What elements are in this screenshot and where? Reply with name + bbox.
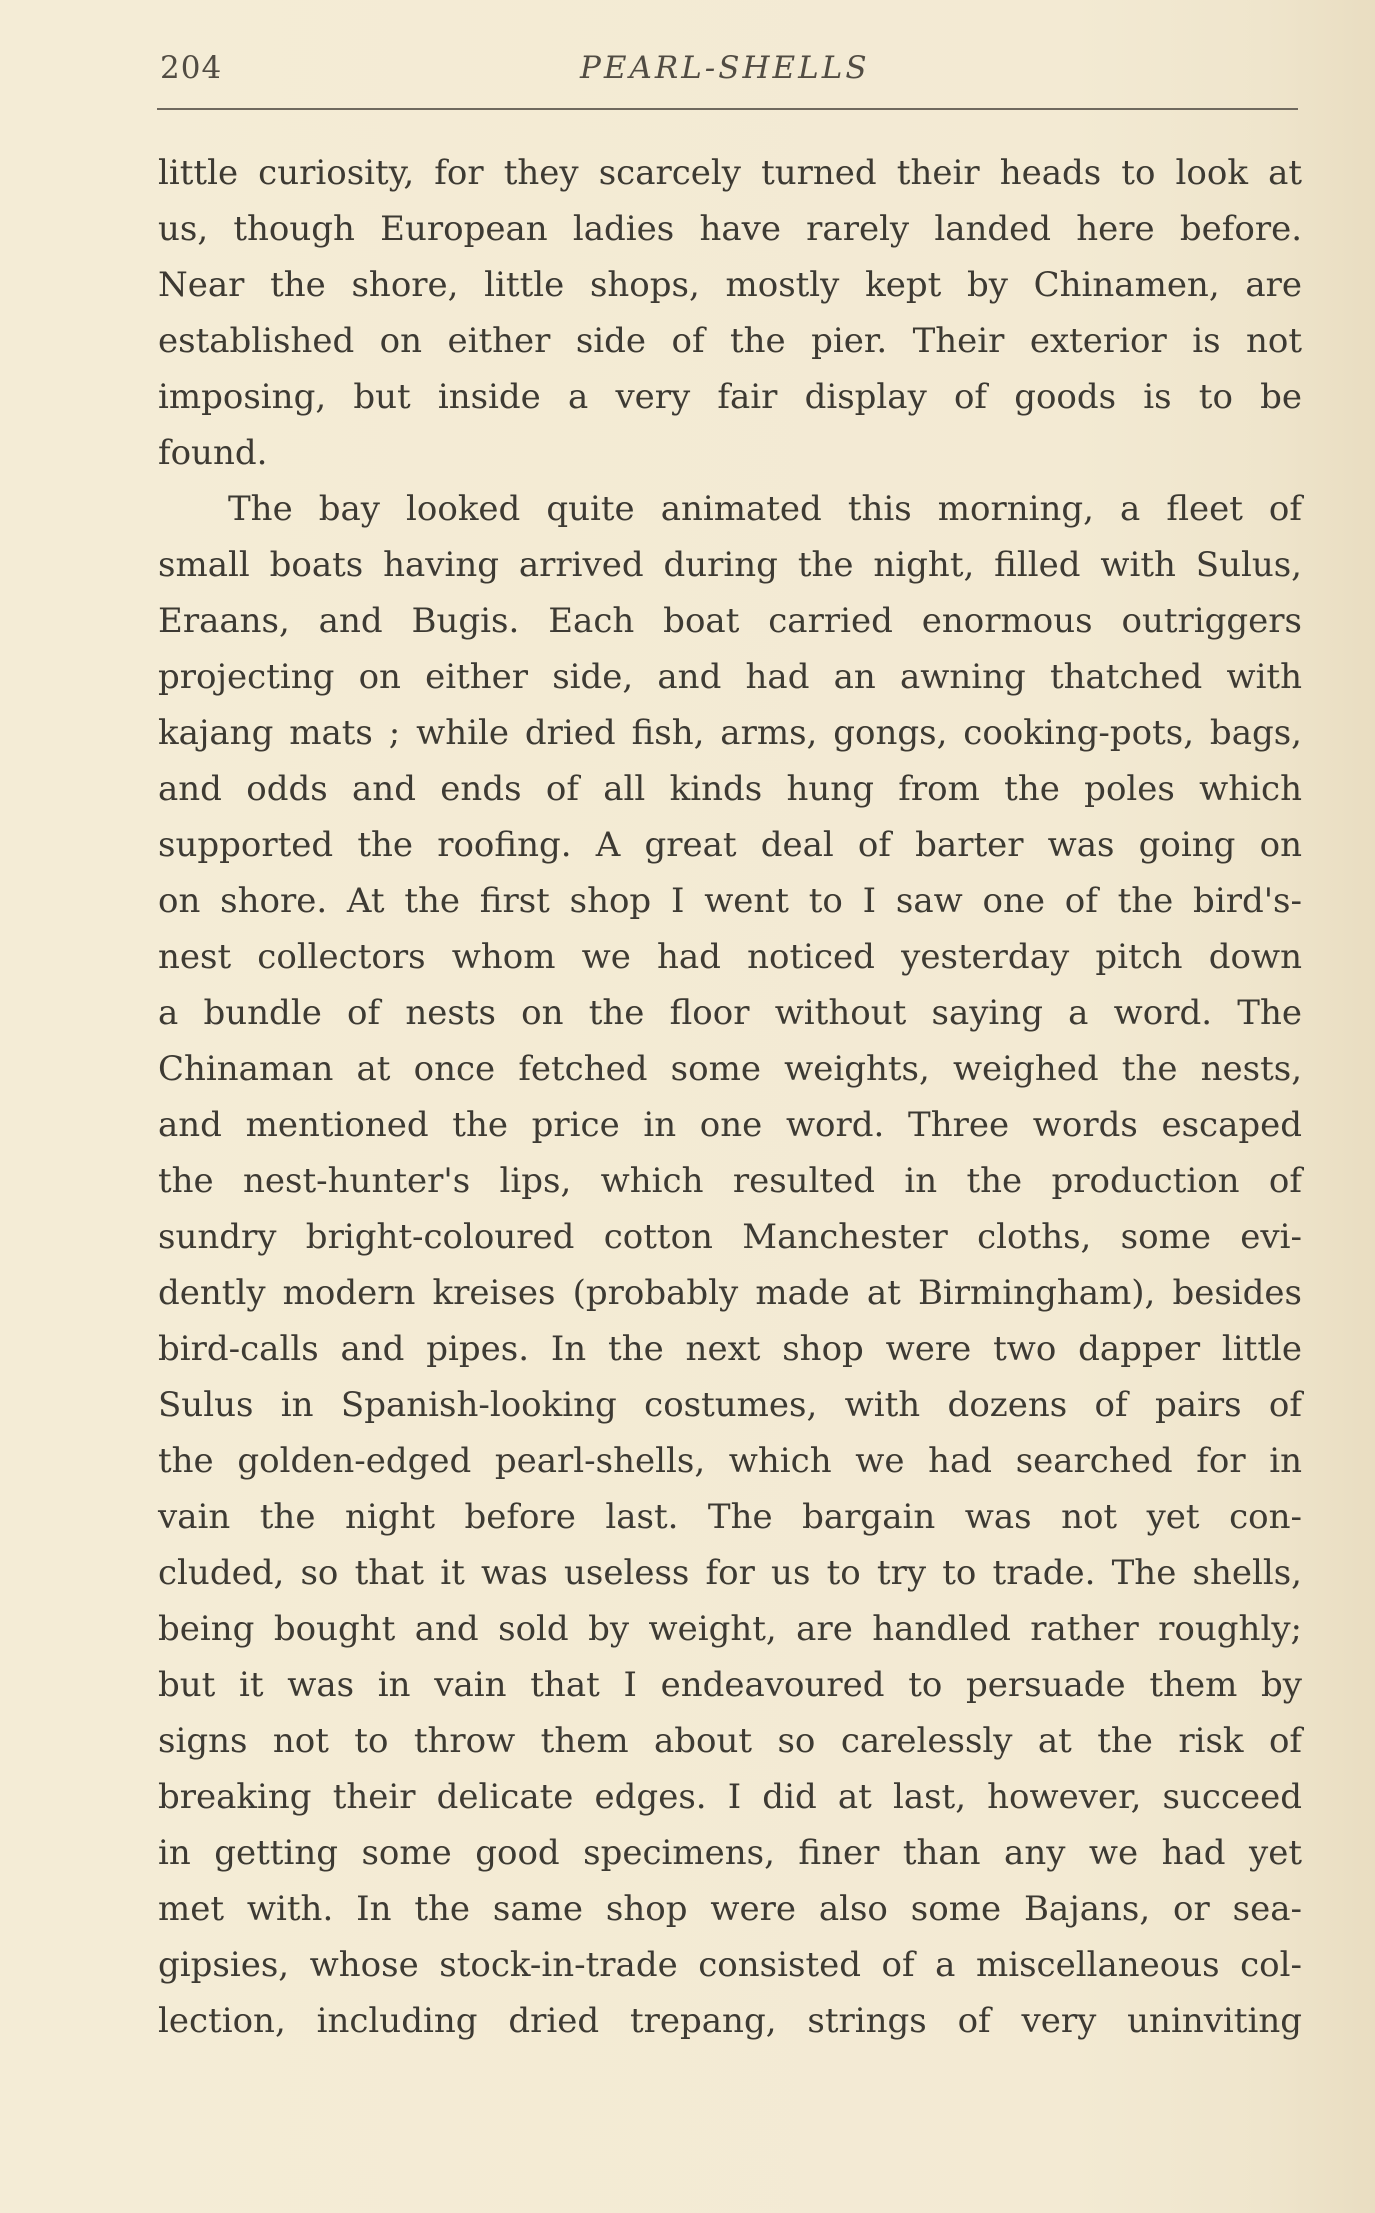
text-line: bird-calls and pipes. In the next shop were two dapper little (158, 1329, 1302, 1369)
paragraph-start-line: The bay looked quite animated this morning, a fleet of (228, 489, 1302, 529)
text-line: and mentioned the price in one word. Three words escaped (158, 1105, 1302, 1145)
text-line: Chinaman at once fetched some weights, weighed the nests, (158, 1049, 1302, 1089)
body-text (158, 145, 1302, 2049)
text-line: small boats having arrived during the night, filled with Sulus, (158, 545, 1302, 585)
text-line: signs not to throw them about so carelessly at the risk of (158, 1721, 1302, 1761)
text-line: projecting on either side, and had an awning thatched with (158, 657, 1302, 697)
text-line: sundry bright-coloured cotton Manchester cloths, some evi- (158, 1217, 1302, 1257)
text-line: being bought and sold by weight, are handled rather roughly; (158, 1609, 1302, 1649)
header-rule (157, 108, 1298, 110)
text-line: little curiosity, for they scarcely turned their heads to look at (158, 153, 1302, 193)
text-line: the golden-edged pearl-shells, which we had searched for in (158, 1441, 1302, 1481)
text-line: on shore. At the first shop I went to I saw one of the bird's- (158, 881, 1302, 921)
text-line: and odds and ends of all kinds hung from the poles which (158, 769, 1302, 809)
text-line: imposing, but inside a very fair display of goods is to be (158, 377, 1302, 417)
text-line: lection, including dried trepang, strings of very uninviting (158, 2001, 1302, 2041)
text-line: gipsies, whose stock-in-trade consisted of a miscellaneous col- (158, 1945, 1302, 1985)
text-line: kajang mats ; while dried fish, arms, gongs, cooking-pots, bags, (158, 713, 1302, 753)
text-line: supported the roofing. A great deal of barter was going on (158, 825, 1302, 865)
text-line: found. (158, 433, 268, 473)
text-line: Eraans, and Bugis. Each boat carried enormous outriggers (158, 601, 1302, 641)
text-line: a bundle of nests on the floor without saying a word. The (158, 993, 1302, 1033)
text-line: vain the night before last. The bargain was not yet con- (158, 1497, 1302, 1537)
text-line: in getting some good specimens, finer than any we had yet (158, 1833, 1302, 1873)
text-line: Near the shore, little shops, mostly kept by Chinamen, are (158, 265, 1302, 305)
page-number: 204 (160, 50, 223, 86)
text-line: but it was in vain that I endeavoured to persuade them by (158, 1665, 1302, 1705)
text-line: nest collectors whom we had noticed yesterday pitch down (158, 937, 1302, 977)
page-header (160, 50, 1300, 110)
text-line: dently modern kreises (probably made at Birmingham), besides (158, 1273, 1302, 1313)
text-line: met with. In the same shop were also some Bajans, or sea- (158, 1889, 1302, 1929)
text-line: established on either side of the pier. Their exterior is not (158, 321, 1302, 361)
running-head: PEARL-SHELLS (580, 50, 870, 86)
text-line: cluded, so that it was useless for us to try to trade. The shells, (158, 1553, 1302, 1593)
text-line: us, though European ladies have rarely landed here before. (158, 209, 1302, 249)
text-line: breaking their delicate edges. I did at last, however, succeed (158, 1777, 1302, 1817)
text-line: the nest-hunter's lips, which resulted in the production of (158, 1161, 1302, 1201)
text-line: Sulus in Spanish-looking costumes, with dozens of pairs of (158, 1385, 1302, 1425)
